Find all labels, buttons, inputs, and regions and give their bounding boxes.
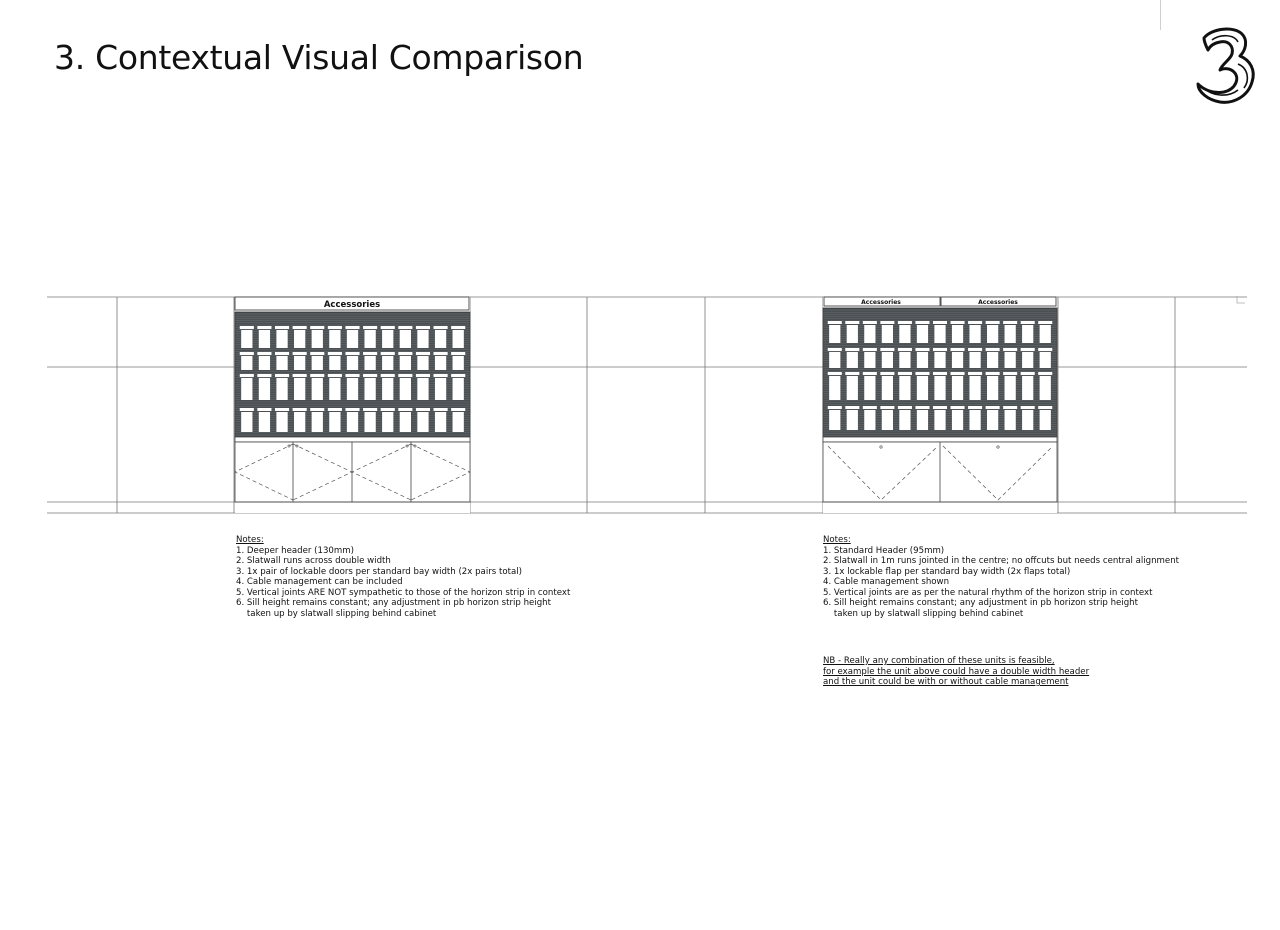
hook-tag	[915, 321, 929, 324]
right-note-5: 5. Vertical joints are as per the natural rhythm of the horizon strip in context	[823, 587, 1153, 598]
left-note-6-cont: taken up by slatwall slipping behind cabinet	[236, 608, 437, 619]
hook-tag	[345, 352, 359, 355]
product-hook	[259, 378, 270, 400]
product-hook	[241, 330, 252, 348]
sill	[235, 437, 470, 442]
hook-tag	[986, 348, 1000, 351]
hook-tag	[381, 352, 395, 355]
hook-tag	[257, 374, 271, 377]
context-grid	[47, 296, 1247, 513]
product-hook	[899, 325, 910, 343]
hook-tag	[345, 374, 359, 377]
hook-tag	[880, 372, 894, 375]
hook-tag	[863, 321, 877, 324]
hook-tag	[240, 408, 254, 411]
page-title: 3. Contextual Visual Comparison	[54, 38, 584, 77]
hook-tag	[845, 321, 859, 324]
product-hook	[952, 376, 963, 400]
hook-tag	[1038, 348, 1052, 351]
hook-tag	[1003, 348, 1017, 351]
hook-tag	[968, 406, 982, 409]
product-hook	[847, 352, 858, 368]
product-hook	[329, 378, 340, 400]
hook-tag	[381, 408, 395, 411]
hook-tag	[451, 326, 465, 329]
product-hook	[347, 412, 358, 432]
product-hook	[435, 330, 446, 348]
product-hook	[364, 356, 375, 370]
hook-tag	[328, 326, 342, 329]
hook-tag	[828, 348, 842, 351]
product-hook	[453, 330, 464, 348]
product-hook	[847, 325, 858, 343]
product-hook	[847, 376, 858, 400]
hook-tag	[845, 348, 859, 351]
hook-tag	[240, 352, 254, 355]
product-hook	[312, 330, 323, 348]
product-hook	[829, 325, 840, 343]
product-hook	[969, 376, 980, 400]
product-hook	[829, 376, 840, 400]
product-hook	[987, 352, 998, 368]
product-hook	[829, 352, 840, 368]
left-notes-heading: Notes:	[236, 535, 264, 545]
product-hook	[899, 376, 910, 400]
product-hook	[417, 330, 428, 348]
product-hook	[241, 378, 252, 400]
right-note-6: 6. Sill height remains constant; any adjustment in pb horizon strip height	[823, 598, 1138, 608]
hook-tag	[986, 372, 1000, 375]
hook-tag	[363, 326, 377, 329]
hook-tag	[880, 406, 894, 409]
product-hook	[259, 330, 270, 348]
product-hook	[312, 356, 323, 370]
hook-tag	[345, 408, 359, 411]
product-hook	[882, 352, 893, 368]
product-hook	[435, 412, 446, 432]
hook-tag	[293, 374, 307, 377]
product-hook	[917, 376, 928, 400]
product-hook	[847, 410, 858, 430]
hook-tag	[328, 352, 342, 355]
hook-tag	[915, 372, 929, 375]
hook-tag	[845, 406, 859, 409]
product-hook	[364, 412, 375, 432]
product-hook	[453, 378, 464, 400]
left-note-1: 1. Deeper header (130mm)	[236, 545, 354, 556]
product-hook	[899, 410, 910, 430]
hook-tag	[416, 326, 430, 329]
product-hook	[969, 352, 980, 368]
hook-tag	[863, 372, 877, 375]
right-note-2: 2. Slatwall in 1m runs jointed in the centre; no offcuts but needs central alignment	[823, 556, 1180, 566]
product-hook	[952, 352, 963, 368]
product-hook	[987, 376, 998, 400]
hook-tag	[398, 352, 412, 355]
left-note-5: 5. Vertical joints ARE NOT sympathetic to those of the horizon strip in context	[236, 587, 571, 598]
hook-tag	[398, 408, 412, 411]
product-hook	[294, 378, 305, 400]
product-hook	[987, 410, 998, 430]
hook-tag	[1038, 321, 1052, 324]
product-hook	[1005, 325, 1016, 343]
hook-tag	[345, 326, 359, 329]
hook-tag	[1021, 348, 1035, 351]
hook-tag	[863, 406, 877, 409]
product-hook	[952, 325, 963, 343]
nb-line-1: NB - Really any combination of these units is feasible,	[823, 656, 1055, 666]
hook-tag	[293, 408, 307, 411]
product-hook	[276, 356, 287, 370]
product-hook	[241, 356, 252, 370]
hook-tag	[381, 326, 395, 329]
product-hook	[312, 412, 323, 432]
product-hook	[347, 356, 358, 370]
product-hook	[294, 330, 305, 348]
product-hook	[899, 352, 910, 368]
hook-tag	[1021, 406, 1035, 409]
hook-tag	[933, 348, 947, 351]
product-hook	[382, 412, 393, 432]
sill	[823, 437, 1057, 442]
product-hook	[864, 376, 875, 400]
hook-tag	[293, 326, 307, 329]
left-note-3: 3. 1x pair of lockable doors per standard bay width (2x pairs total)	[236, 566, 522, 577]
product-hook	[382, 356, 393, 370]
hook-tag	[257, 352, 271, 355]
product-hook	[969, 410, 980, 430]
product-hook	[1005, 376, 1016, 400]
product-hook	[864, 352, 875, 368]
hook-tag	[880, 348, 894, 351]
hook-tag	[898, 348, 912, 351]
hook-tag	[381, 374, 395, 377]
product-hook	[435, 356, 446, 370]
hook-tag	[898, 406, 912, 409]
left-note-2: 2. Slatwall runs across double width	[236, 556, 391, 566]
hook-tag	[451, 374, 465, 377]
product-hook	[1040, 410, 1051, 430]
hook-tag	[1021, 372, 1035, 375]
product-hook	[917, 410, 928, 430]
product-hook	[435, 378, 446, 400]
product-hook	[829, 410, 840, 430]
left-notes	[236, 535, 570, 619]
product-hook	[276, 412, 287, 432]
product-hook	[400, 356, 411, 370]
hook-tag	[416, 374, 430, 377]
hook-tag	[863, 348, 877, 351]
hook-tag	[898, 372, 912, 375]
product-hook	[882, 376, 893, 400]
product-hook	[400, 412, 411, 432]
left-note-4: 4. Cable management can be included	[236, 577, 403, 587]
product-hook	[417, 356, 428, 370]
product-hook	[241, 412, 252, 432]
hook-tag	[880, 321, 894, 324]
hook-tag	[951, 321, 965, 324]
product-hook	[934, 410, 945, 430]
hook-tag	[1003, 321, 1017, 324]
hook-tag	[257, 408, 271, 411]
product-hook	[329, 356, 340, 370]
hook-tag	[240, 326, 254, 329]
right-cabinet-unit	[823, 297, 1057, 513]
hook-tag	[951, 406, 965, 409]
hook-tag	[451, 352, 465, 355]
hook-tag	[363, 374, 377, 377]
hook-tag	[275, 408, 289, 411]
hook-tag	[951, 348, 965, 351]
product-hook	[917, 352, 928, 368]
hook-tag	[951, 372, 965, 375]
hook-tag	[328, 374, 342, 377]
hook-tag	[1003, 406, 1017, 409]
hook-tag	[1003, 372, 1017, 375]
product-hook	[276, 330, 287, 348]
product-hook	[453, 412, 464, 432]
product-hook	[987, 325, 998, 343]
hook-tag	[986, 406, 1000, 409]
product-hook	[1040, 352, 1051, 368]
hook-tag	[310, 352, 324, 355]
right-note-4: 4. Cable management shown	[823, 577, 950, 587]
hook-tag	[434, 374, 448, 377]
hook-tag	[968, 321, 982, 324]
right-header-label: Accessories	[978, 299, 1018, 306]
hook-tag	[398, 326, 412, 329]
hook-tag	[1038, 406, 1052, 409]
hook-tag	[434, 408, 448, 411]
hook-tag	[898, 321, 912, 324]
hook-tag	[416, 352, 430, 355]
product-hook	[364, 378, 375, 400]
product-hook	[259, 412, 270, 432]
product-hook	[347, 330, 358, 348]
product-hook	[934, 325, 945, 343]
hook-tag	[363, 408, 377, 411]
right-note-6-cont: taken up by slatwall slipping behind cabinet	[823, 608, 1024, 619]
product-hook	[1022, 325, 1033, 343]
hook-tag	[1021, 321, 1035, 324]
left-header-label: Accessories	[323, 300, 381, 310]
left-note-6: 6. Sill height remains constant; any adjustment in pb horizon strip height	[236, 598, 551, 608]
hook-tag	[275, 352, 289, 355]
hook-tag	[828, 372, 842, 375]
product-hook	[417, 412, 428, 432]
product-hook	[882, 410, 893, 430]
product-hook	[1022, 376, 1033, 400]
hook-tag	[328, 408, 342, 411]
product-hook	[294, 412, 305, 432]
hook-tag	[434, 326, 448, 329]
product-hook	[1022, 410, 1033, 430]
product-hook	[882, 325, 893, 343]
right-notes-heading: Notes:	[823, 535, 851, 545]
product-hook	[1040, 325, 1051, 343]
hook-tag	[933, 406, 947, 409]
product-hook	[952, 410, 963, 430]
right-note-3: 3. 1x lockable flap per standard bay width (2x flaps total)	[823, 566, 1071, 577]
product-hook	[1040, 376, 1051, 400]
hook-tag	[915, 406, 929, 409]
product-hook	[347, 378, 358, 400]
hook-tag	[310, 408, 324, 411]
hook-tag	[363, 352, 377, 355]
nb-note	[823, 656, 1089, 688]
nb-line-2: for example the unit above could have a double width header	[823, 666, 1090, 677]
hook-tag	[968, 372, 982, 375]
product-hook	[312, 378, 323, 400]
product-hook	[864, 325, 875, 343]
hook-tag	[968, 348, 982, 351]
hook-tag	[986, 321, 1000, 324]
hook-tag	[293, 352, 307, 355]
product-hook	[1022, 352, 1033, 368]
hook-tag	[398, 374, 412, 377]
hook-tag	[933, 372, 947, 375]
hook-tag	[275, 326, 289, 329]
product-hook	[1005, 352, 1016, 368]
left-cabinet-unit	[235, 297, 470, 513]
right-note-1: 1. Standard Header (95mm)	[823, 545, 945, 556]
product-hook	[294, 356, 305, 370]
hook-tag	[257, 326, 271, 329]
product-hook	[917, 325, 928, 343]
product-hook	[276, 378, 287, 400]
product-hook	[382, 330, 393, 348]
product-hook	[934, 352, 945, 368]
hook-tag	[915, 348, 929, 351]
right-notes	[823, 535, 1179, 619]
product-hook	[864, 410, 875, 430]
product-hook	[417, 378, 428, 400]
product-hook	[382, 378, 393, 400]
product-hook	[400, 378, 411, 400]
product-hook	[934, 376, 945, 400]
product-hook	[259, 356, 270, 370]
nb-line-3: and the unit could be with or without cable management	[823, 677, 1069, 687]
product-hook	[969, 325, 980, 343]
hook-tag	[828, 406, 842, 409]
product-hook	[400, 330, 411, 348]
product-hook	[453, 356, 464, 370]
hook-tag	[275, 374, 289, 377]
hook-tag	[828, 321, 842, 324]
product-hook	[364, 330, 375, 348]
right-header-label: Accessories	[861, 299, 901, 306]
hook-tag	[310, 326, 324, 329]
hook-tag	[310, 374, 324, 377]
hook-tag	[434, 352, 448, 355]
hook-tag	[240, 374, 254, 377]
hook-tag	[933, 321, 947, 324]
hook-tag	[1038, 372, 1052, 375]
hook-tag	[416, 408, 430, 411]
product-hook	[329, 412, 340, 432]
product-hook	[329, 330, 340, 348]
hook-tag	[451, 408, 465, 411]
hook-tag	[845, 372, 859, 375]
product-hook	[1005, 410, 1016, 430]
